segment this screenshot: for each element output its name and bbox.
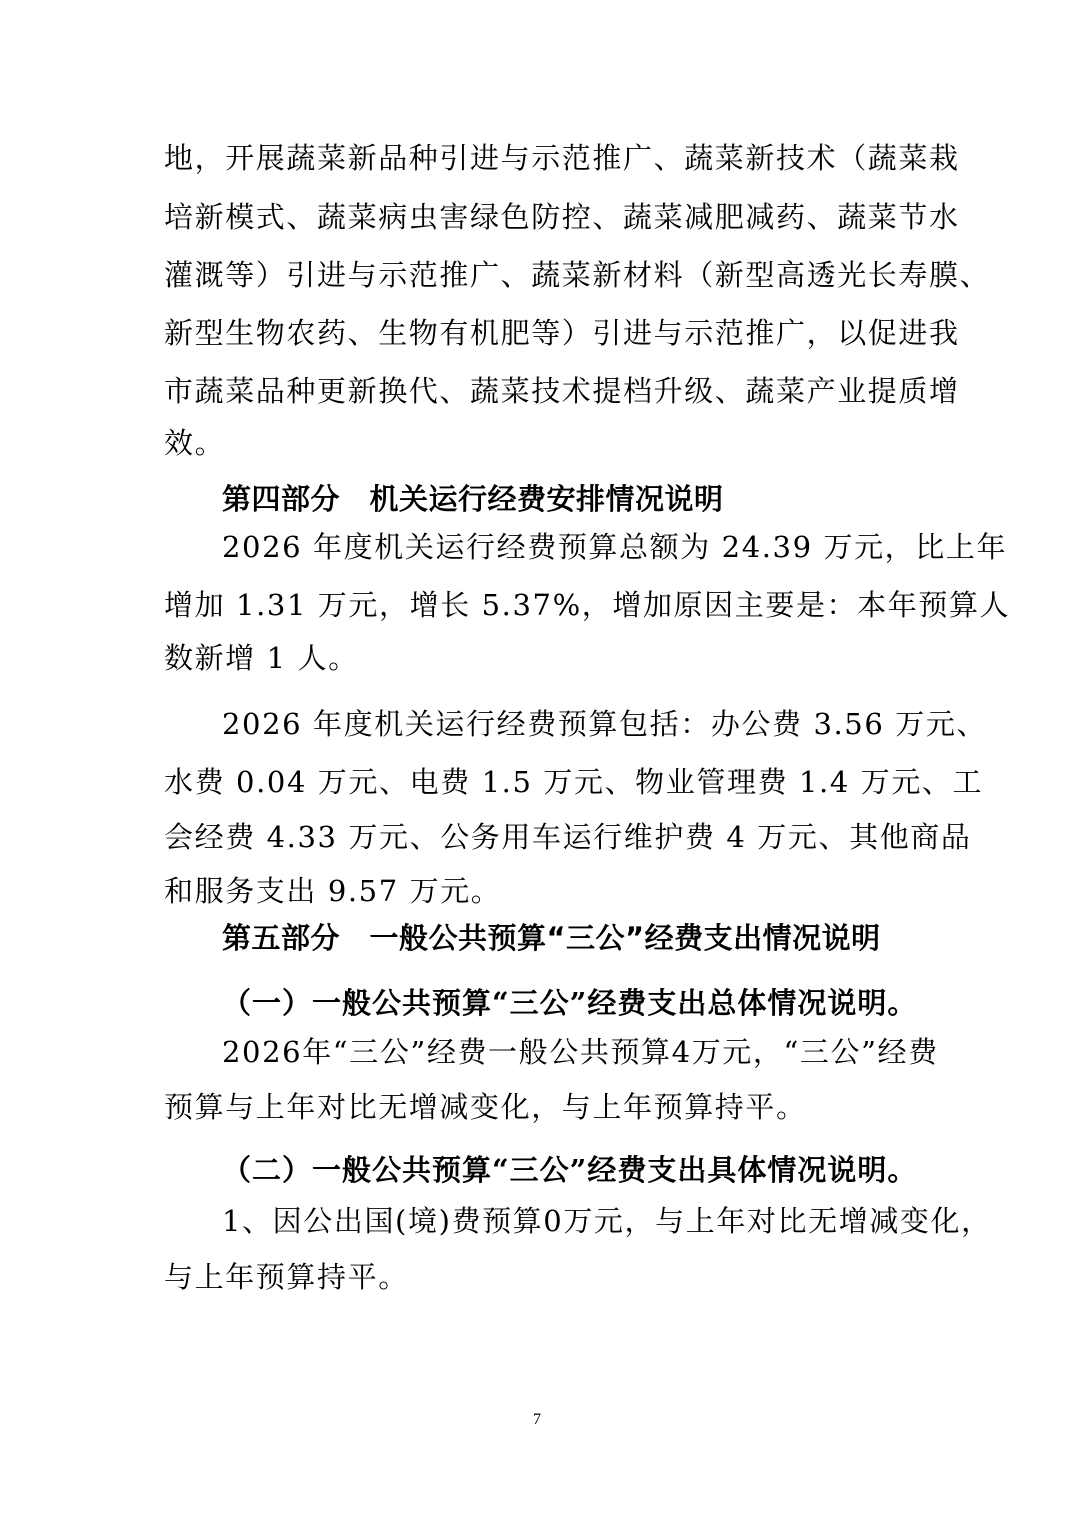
body-text-line: 和服务支出 9.57 万元。 [164,874,502,908]
body-text-line: 市蔬菜品种更新换代、蔬菜技术提档升级、蔬菜产业提质增 [164,374,960,408]
sub-heading-1: （一）一般公共预算“三公”经费支出总体情况说明。 [222,986,918,1020]
body-text-line: 2026 年度机关运行经费预算总额为 24.39 万元，比上年 [222,530,1008,564]
page-number: 7 [533,1411,541,1428]
body-text-line: 会经费 4.33 万元、公务用车运行维护费 4 万元、其他商品 [164,820,972,854]
body-text-line: 与上年预算持平。 [164,1260,409,1294]
body-text-line: 效。 [164,426,226,460]
body-text-line: 数新增 1 人。 [164,641,359,675]
body-text-line: 1、因公出国(境)费预算0万元，与上年对比无增减变化， [222,1204,992,1238]
body-text-line: 水费 0.04 万元、电费 1.5 万元、物业管理费 1.4 万元、工 [164,765,984,799]
body-text-line: 新型生物农药、生物有机肥等）引进与示范推广，以促进我 [164,316,960,350]
sub-heading-2: （二）一般公共预算“三公”经费支出具体情况说明。 [222,1153,918,1187]
body-text-line: 预算与上年对比无增减变化，与上年预算持平。 [164,1090,807,1124]
body-text-line: 增加 1.31 万元，增长 5.37%，增加原因主要是：本年预算人 [164,588,1011,622]
body-text-line: 地，开展蔬菜新品种引进与示范推广、蔬菜新技术（蔬菜栽 [164,141,960,175]
body-text-line: 灌溉等）引进与示范推广、蔬菜新材料（新型高透光长寿膜、 [164,258,991,292]
section-heading-4: 第四部分 机关运行经费安排情况说明 [222,482,724,516]
section-heading-5: 第五部分 一般公共预算“三公”经费支出情况说明 [222,921,881,955]
body-text-line: 培新模式、蔬菜病虫害绿色防控、蔬菜减肥减药、蔬菜节水 [164,200,960,234]
body-text-line: 2026年“三公”经费一般公共预算4万元，“三公”经费 [222,1035,939,1069]
body-text-line: 2026 年度机关运行经费预算包括：办公费 3.56 万元、 [222,707,988,741]
